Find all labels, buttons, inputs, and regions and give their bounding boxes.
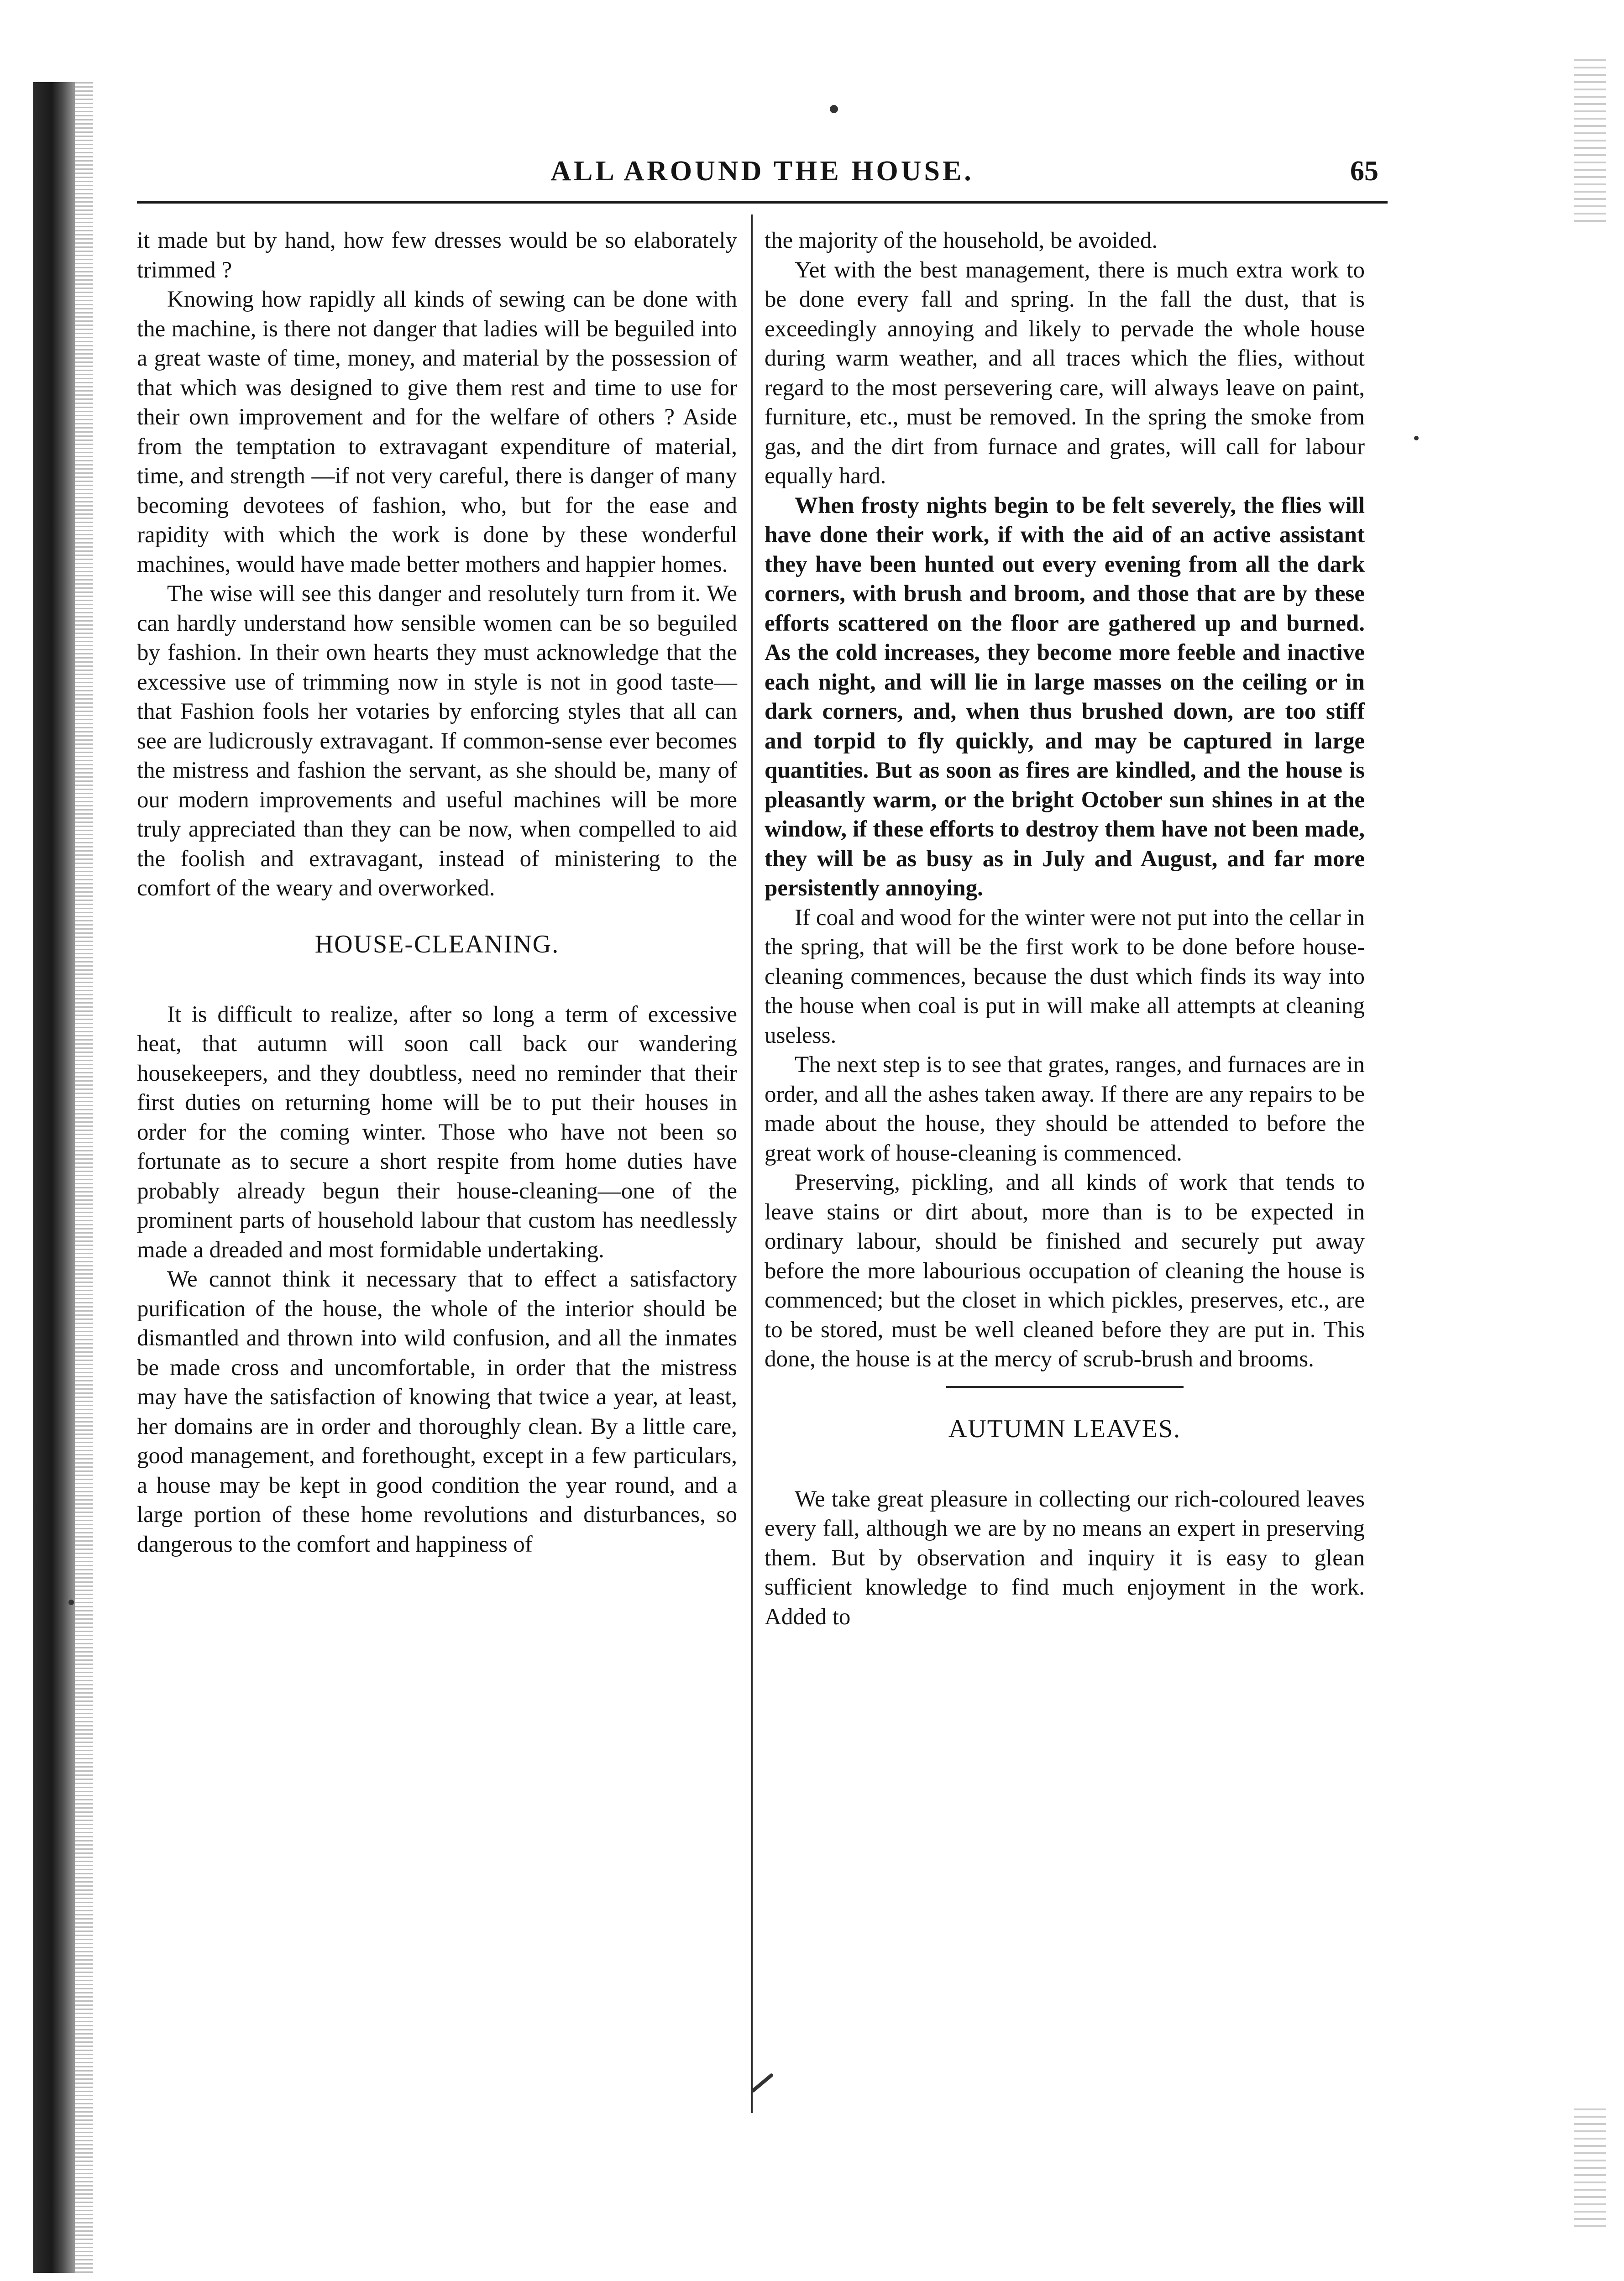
right-edge-marks — [1574, 59, 1606, 224]
paragraph: it made but by hand, how few dresses would be so elaborately trimmed ? — [137, 228, 737, 283]
section-rule — [946, 1386, 1184, 1388]
paragraph: the majority of the household, be avoided. — [765, 228, 1158, 253]
left-column — [137, 226, 737, 1559]
page-number: 65 — [1350, 156, 1378, 187]
section-heading-autumn-leaves: AUTUMN LEAVES. — [948, 1414, 1181, 1443]
paragraph: Preserving, pickling, and all kinds of work that tends to leave stains or dirt about, more than is to be expected in ordinary labour, should be finished and securely put away before the more labourious occupation of cleaning the house is commenced; but the closet in which pickles, preserves, etc., are to be stored, must be well cleaned before they are put in. This done, the house is at the mercy of scrub-brush and brooms. — [765, 1170, 1365, 1372]
paragraph: The next step is to see that grates, ranges, and furnaces are in order, and all the ashes taken away. If there are any repairs to be made about the house, they should be attended to before the great work of house-cleaning is commenced. — [765, 1052, 1365, 1166]
ink-speck — [830, 105, 838, 113]
section-heading-house-cleaning: HOUSE-CLEANING. — [314, 930, 560, 958]
ink-speck — [1414, 436, 1419, 440]
paragraph: Yet with the best management, there is much extra work to be done every fall and spring. In the fall the dust, that is exceedingly annoying and likely to pervade the whole house during warm weather, and all traces which the flies, without regard to the most persevering care, will always leave on paint, furniture, etc., must be removed. In the spring the smoke from gas, and the dirt from furnace and grates, will call for labour equally hard. — [765, 257, 1365, 489]
paragraph: Knowing how rapidly all kinds of sewing can be done with the machine, is there not danger that ladies will be beguiled into a great waste of time, money, and material by the possession of that which was designed to give them rest and time to use for their own improvement and for the welfare of others ? Aside from the temptation to extravagant expenditure of material, time, and strength —if not very careful, there is danger of many becoming devotees of fashion, who, but for the ease and rapidity with which the work is done by these wonderful machines, would have made better mothers and happier homes. — [137, 287, 737, 577]
page-edge-texture — [75, 82, 93, 2273]
header-rule — [137, 201, 1388, 204]
paragraph: We take great pleasure in collecting our rich-coloured leaves every fall, although we are by no means an expert in preserving them. But by observation and inquiry it is easy to glean sufficient knowledge to find much enjoyment in the work. Added to — [765, 1486, 1365, 1630]
paragraph: We cannot think it necessary that to effect a satisfactory purification of the house, the whole of the interior should be dismantled and thrown into wild confusion, and all the inmates be made cross and uncomfortable, in order that the mistress may have the satisfaction of knowing that twice a year, at least, her domains are in order and thoroughly clean. By a little care, good management, and forethought, except in a few particulars, a house may be kept in good condition the year round, and a large portion of these home revolutions and disturbances, so dangerous to the comfort and happiness of — [137, 1266, 737, 1557]
running-title: ALL AROUND THE HOUSE. — [550, 156, 974, 187]
paragraph: If coal and wood for the winter were not put into the cellar in the spring, that will be the first work to be done before house-cleaning commences, because the dust which finds its way into the house when coal is put in will make all attempts at cleaning useless. — [765, 905, 1365, 1048]
paragraph: When frosty nights begin to be felt severely, the flies will have done their work, if with the aid of an active assistant they have been hunted out every evening from all the dark corners, with brush and broom, and those that are by these efforts scattered on the floor are gathered up and burned. As the cold increases, they become more feeble and inactive each night, and will lie in large masses on the ceiling or in dark corners, and, when thus brushed down, are too stiff and torpid to fly quickly, and may be captured in large quantities. But as soon as fires are kindled, and the house is pleasantly warm, or the bright October sun shines in at the window, if these efforts to destroy them have not been made, they will be as busy as in July and August, and far more persistently annoying. — [765, 492, 1365, 901]
book-spine-shadow — [33, 82, 75, 2273]
right-column — [765, 226, 1365, 1632]
ink-speck — [750, 2073, 774, 2093]
paragraph: The wise will see this danger and resolutely turn from it. We can hardly understand how sensible women can be so beguiled by fashion. In their own hearts they must acknowledge that the excessive use of trimming now in style is not in good taste—that Fashion fools her votaries by enforcing styles that all can see are ludicrously extravagant. If common-sense ever becomes the mistress and fashion the servant, as she should be, many of our modern improvements and useful machines will be more truly appreciated than they can be now, when compelled to aid the foolish and extravagant, instead of ministering to the comfort of the weary and overworked. — [137, 581, 737, 901]
paragraph: It is difficult to realize, after so long a term of excessive heat, that autumn will soon call back our wandering housekeepers, and they doubtless, need no reminder that their first duties on returning home will be to put their houses in order for the coming winter. Those who have not been so fortunate as to secure a short respite from home duties have probably already begun their house-cleaning—one of the prominent parts of household labour that custom has needlessly made a dreaded and most formidable undertaking. — [137, 1001, 737, 1263]
column-divider — [751, 214, 753, 2113]
right-edge-marks — [1574, 2108, 1606, 2227]
page-header — [137, 146, 1388, 196]
ink-speck — [68, 1600, 74, 1605]
